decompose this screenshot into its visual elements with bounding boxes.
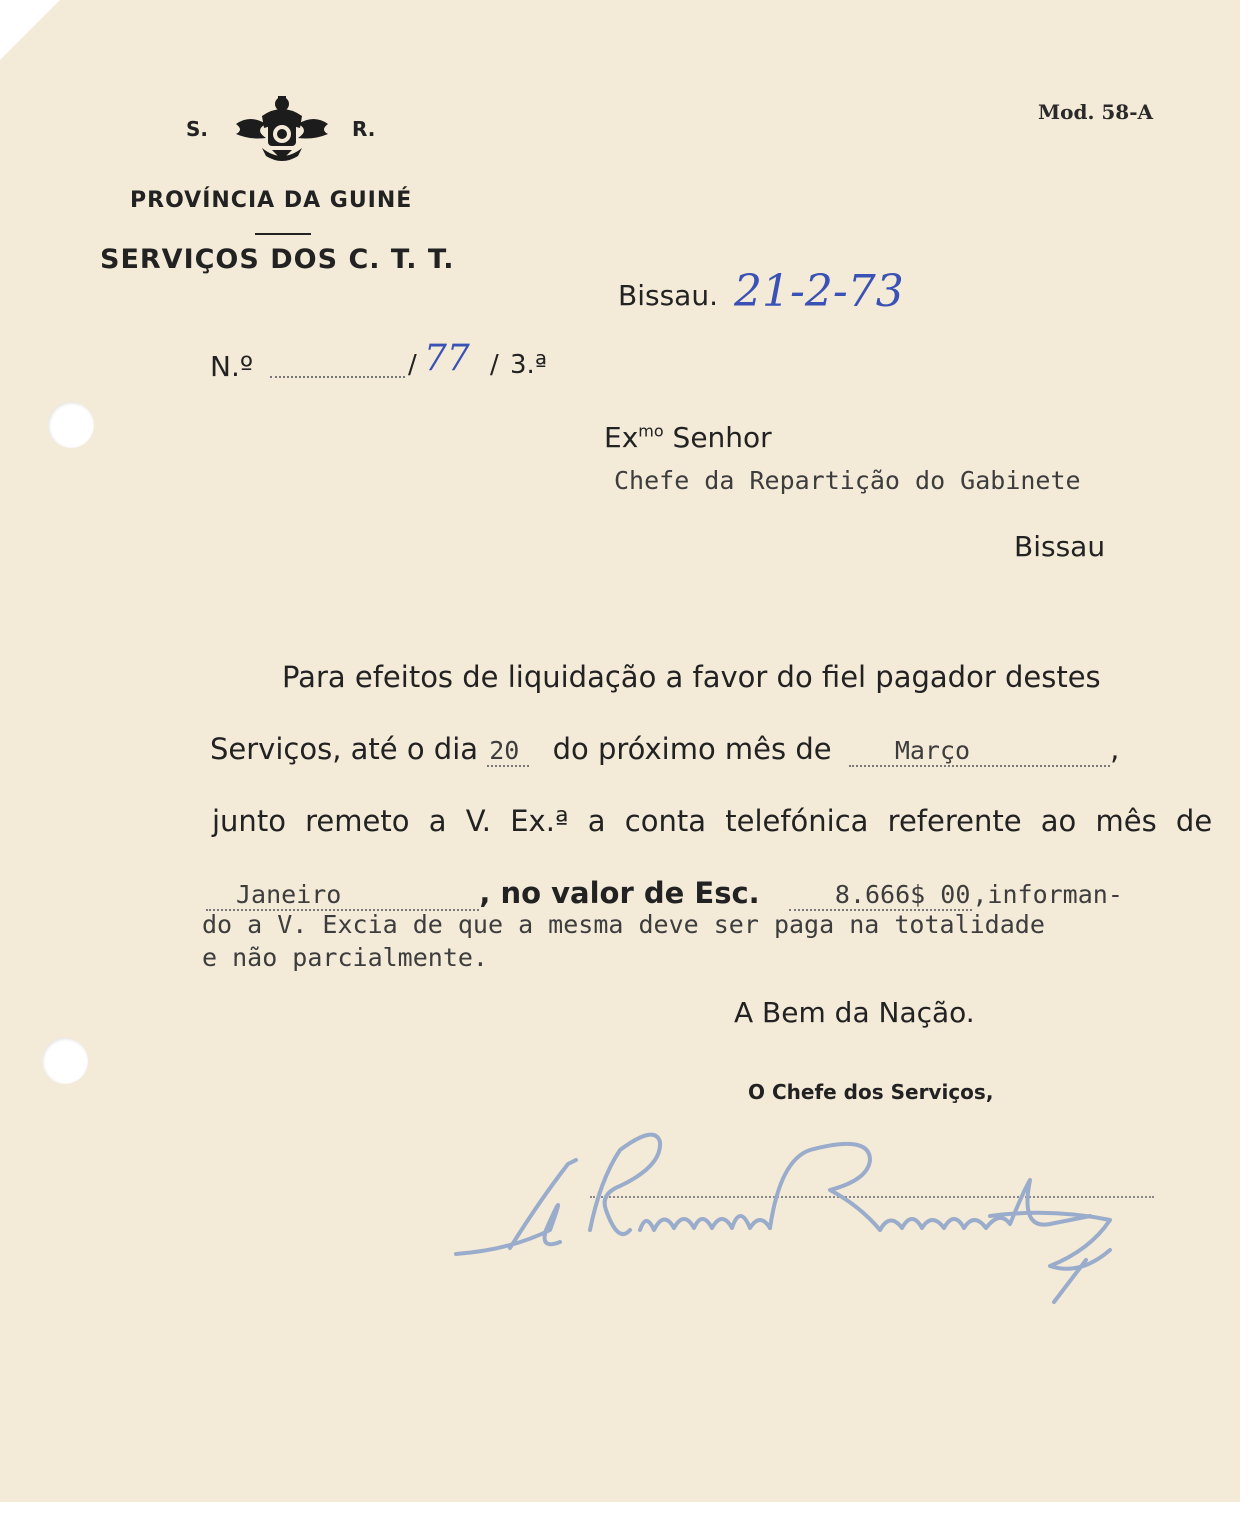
handwritten-date: 21-2-73 [734,266,904,317]
body-line-3: junto remeto a V. Ex.ª a conta telefónica referente ao mês de [212,804,1213,838]
place-label: Bissau. [618,279,718,312]
body-line-2-comma: , [1110,732,1120,766]
amount-value: 8.666$ 00 [789,880,972,911]
month-due-value: Março [849,736,1110,767]
emblem-letter-s: S. [186,117,209,141]
body-line-4-middle: , no valor de Esc. [479,876,760,910]
body-line-6: e não parcialmente. [202,943,488,972]
signatory-title: O Chefe dos Serviços, [748,1080,994,1104]
billing-month-value: Janeiro [206,880,479,911]
day-value: 20 [487,736,529,767]
heading-divider [255,233,311,235]
salutation-superscript: mo [638,421,664,441]
emblem-letter-r: R. [352,117,376,141]
number-label: N.º [210,350,254,383]
number-dotted-line [270,376,405,378]
service-heading: SERVIÇOS DOS C. T. T. [100,244,455,275]
salutation-rest: Senhor [672,421,772,454]
handwritten-number: 77 [424,338,470,379]
coat-of-arms-emblem [232,94,332,166]
addressee-city: Bissau [1014,530,1106,563]
punch-hole-bottom [42,1038,88,1084]
body-line-5: do a V. Excia de que a mesma deve ser paga na totalidade [202,910,1045,939]
salutation-prefix: Ex [604,421,639,454]
handwritten-signature [450,1120,1130,1310]
body-line-4 [206,876,1123,910]
body-line-2-start: Serviços, até o dia [210,732,479,766]
province-heading: PROVÍNCIA DA GUINÉ [130,188,413,213]
punch-hole-top [48,402,94,448]
body-line-4-typed: ,informan- [972,880,1123,909]
salutation [604,421,772,454]
body-line-2 [210,732,1119,766]
model-number: Mod. 58-A [1038,100,1154,124]
number-slash-1: / [408,350,417,380]
number-slash-2: / [490,350,499,380]
body-line-2-middle: do próximo mês de [552,732,832,766]
closing-salutation: A Bem da Nação. [734,996,975,1029]
section-number: 3.ª [510,350,548,380]
body-line-1: Para efeitos de liquidação a favor do fiel pagador destes [282,660,1101,694]
addressee-title: Chefe da Repartição do Gabinete [614,466,1081,495]
